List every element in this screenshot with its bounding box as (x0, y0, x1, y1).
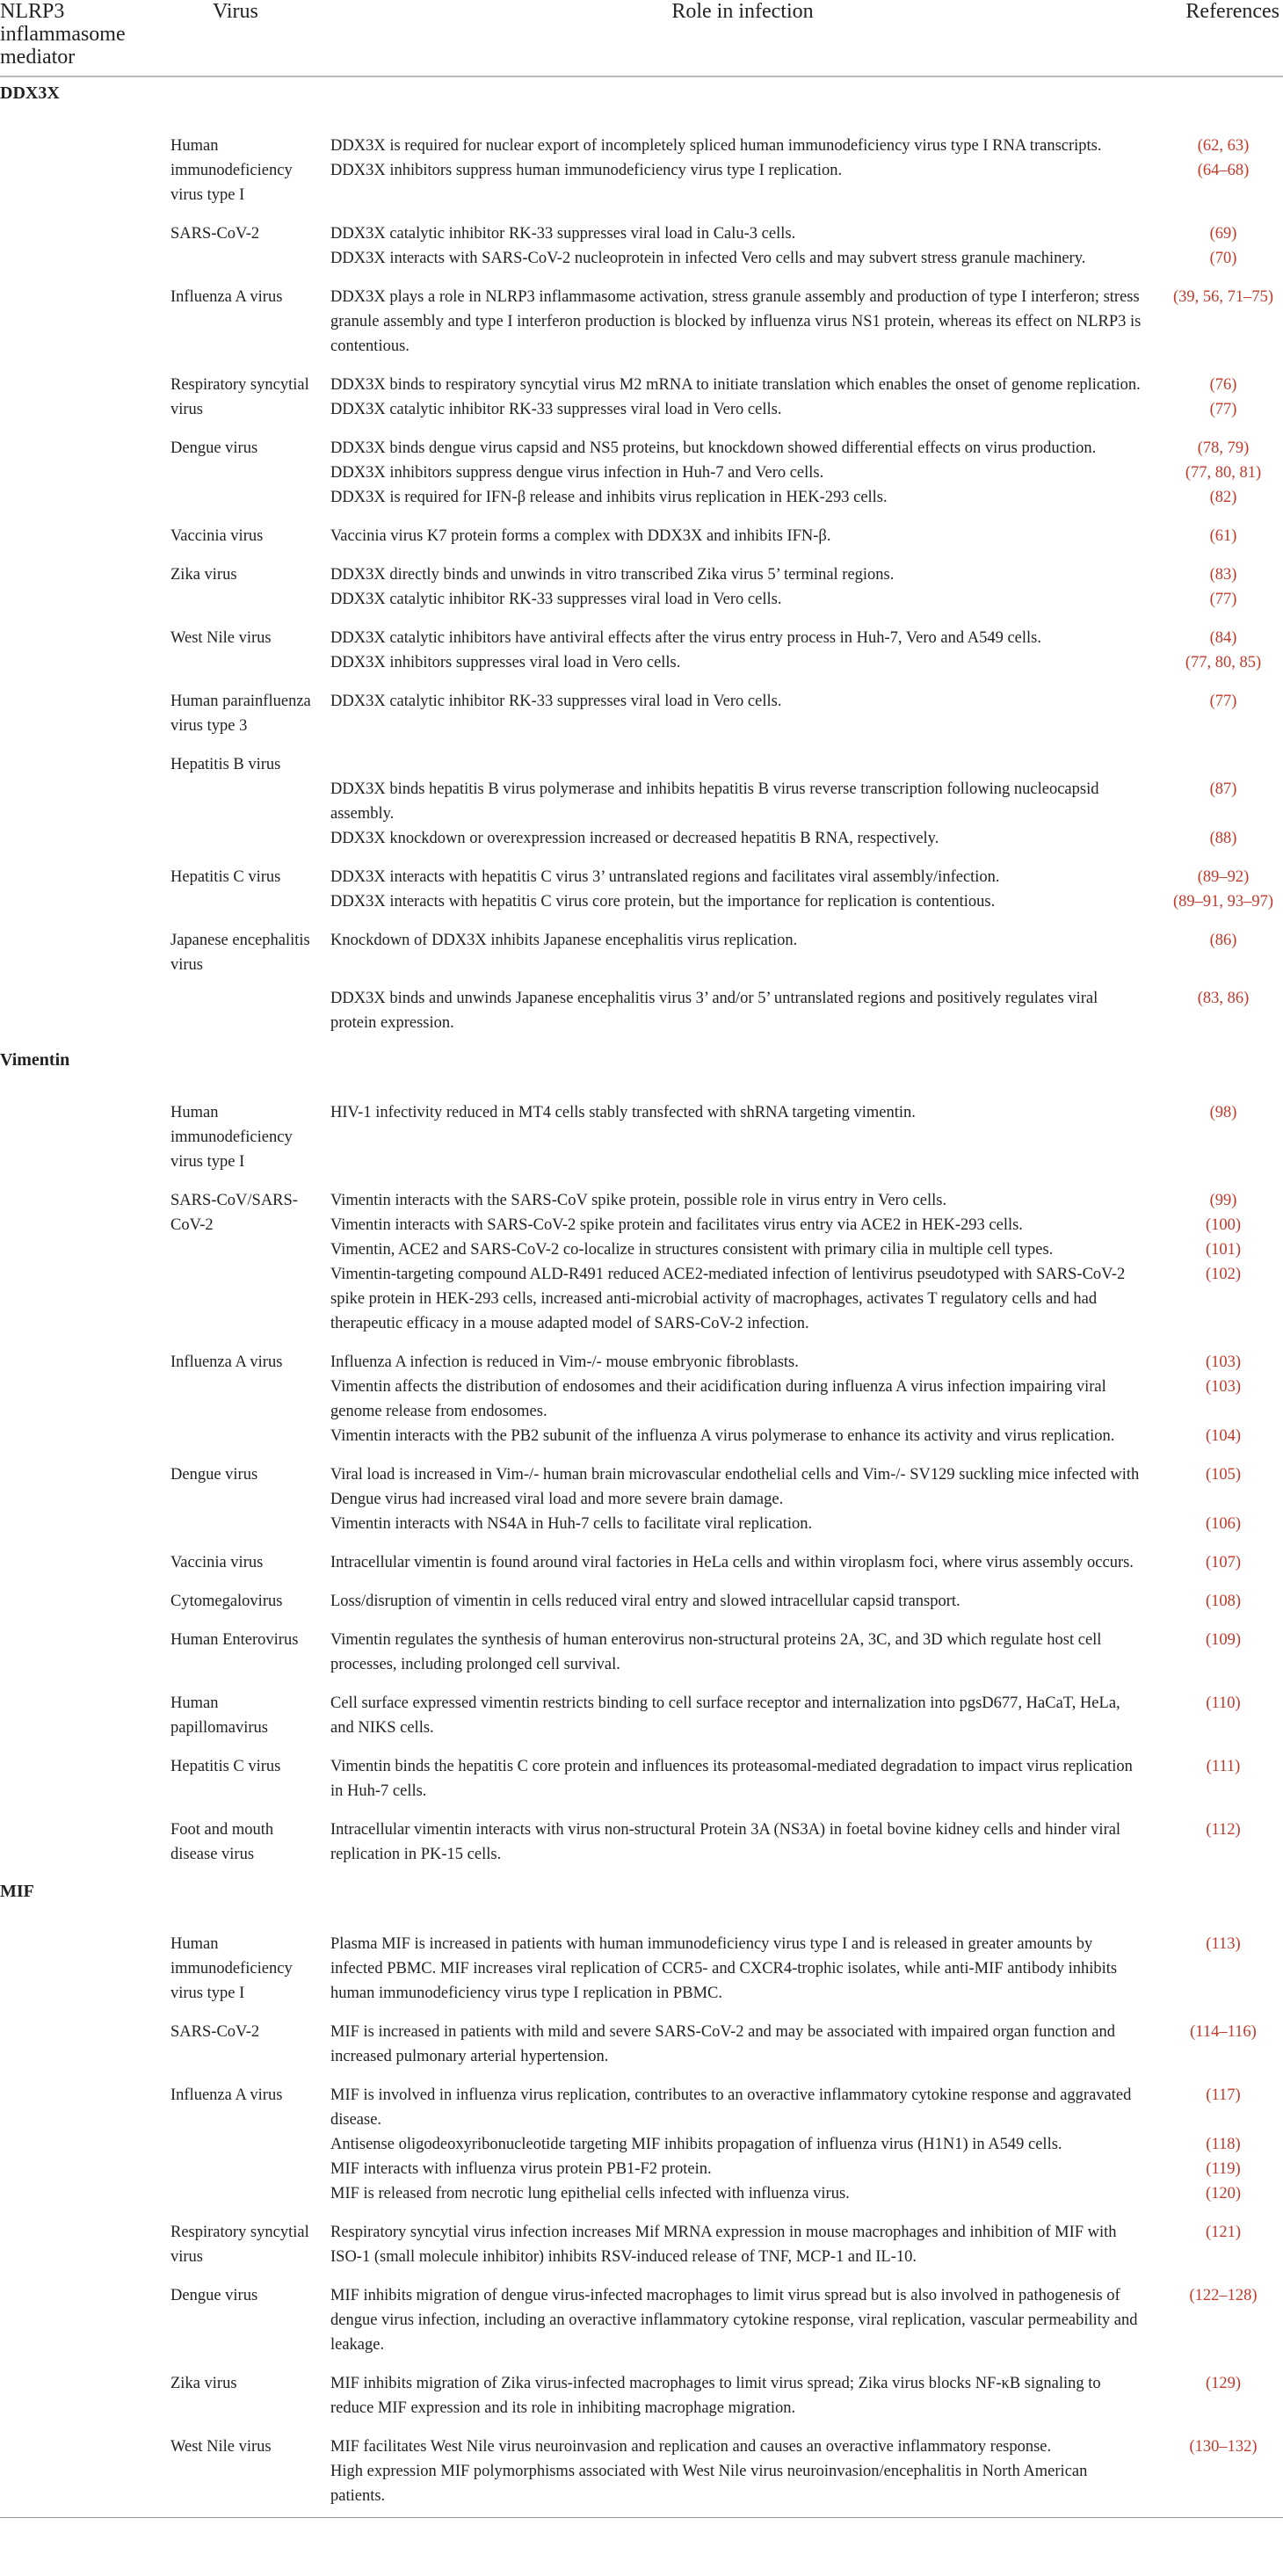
role-text: Intracellular vimentin interacts with virus non-structural Protein 3A (NS3A) in foetal bovine kidney cells and hinder viral replication in PK-15 cells. (330, 1821, 1121, 1863)
mediator-cell (0, 860, 167, 923)
virus-name: Human immunodeficiency virus type I (170, 1935, 293, 2002)
role-text: Vimentin, ACE2 and SARS-CoV-2 co-localize in structures consistent with primary cilia in multiple cell types. (330, 1241, 1054, 1259)
role-text: DDX3X directly binds and unwinds in vitro transcribed Zika virus 5’ terminal regions. (330, 566, 895, 584)
role-cell (325, 1622, 1160, 1686)
virus-name: SARS-CoV/SARS-CoV-2 (170, 1192, 298, 1234)
reference-link[interactable]: (84) (1209, 629, 1237, 647)
virus-name: Human immunodeficiency virus type I (170, 137, 293, 204)
reference-link[interactable]: (87) (1209, 780, 1237, 798)
table-row (0, 860, 1283, 923)
virus-name: Dengue virus (170, 2287, 258, 2304)
section-name: DDX3X (0, 83, 60, 103)
reference-link[interactable]: (62, 63) (1197, 137, 1250, 155)
role-cell (325, 1686, 1160, 1749)
role-text: Vimentin binds the hepatitis C core protein and influences its proteasomal-mediated degradation to impact virus replication in Huh-7 cells. (330, 1758, 1133, 1800)
reference-link[interactable]: (64–68) (1197, 162, 1250, 179)
role-text: Vimentin interacts with the SARS-CoV spike protein, possible role in virus entry in Vero cells. (330, 1192, 947, 1209)
mediator-cell (0, 519, 167, 557)
table-row (0, 216, 1283, 279)
table-row (0, 128, 1283, 216)
virus-name: SARS-CoV-2 (170, 2023, 260, 2041)
virus-name: Human immunodeficiency virus type I (170, 1104, 293, 1171)
reference-link[interactable]: (104) (1205, 1427, 1242, 1445)
role-text: Loss/disruption of vimentin in cells reduced viral entry and slowed intracellular capsid transport. (330, 1593, 960, 1610)
references-cell (1160, 279, 1283, 367)
virus-name: Human parainfluenza virus type 3 (170, 693, 311, 735)
reference-link[interactable]: (122–128) (1189, 2287, 1258, 2304)
role-text: DDX3X binds hepatitis B virus polymerase and inhibits hepatitis B virus reverse transcription following nucleocapsid assembly. (330, 780, 1099, 823)
table-row (0, 1686, 1283, 1749)
role-cell (325, 1812, 1160, 1876)
table-row (0, 2278, 1283, 2366)
role-text: DDX3X catalytic inhibitor RK-33 suppresses viral load in Vero cells. (330, 591, 782, 608)
virus-name: Dengue virus (170, 1466, 258, 1484)
role-cell (325, 2429, 1160, 2518)
references-cell (1160, 1686, 1283, 1749)
mediator-cell (0, 1686, 167, 1749)
mediator-cell (0, 1183, 167, 1345)
mediator-cell (0, 620, 167, 684)
role-text: Vimentin-targeting compound ALD-R491 reduced ACE2-mediated infection of lentivirus pseudotyped with SARS-CoV-2 spike protein in HEK-293 cells, increased anti-microbial activity of macrophages, activates T regulatory cells and had therapeutic efficacy in a mouse adapted model of SARS-CoV-2 infection. (330, 1266, 1126, 1332)
reference-link[interactable]: (77) (1209, 693, 1237, 710)
references-cell (1160, 1345, 1283, 1457)
references-cell (1160, 1183, 1283, 1345)
virus-name: Human papillomavirus (170, 1694, 268, 1737)
virus-name: Influenza A virus (170, 2086, 283, 2104)
mediator-cell (0, 1812, 167, 1876)
references-cell (1160, 431, 1283, 519)
role-text: DDX3X inhibitors suppresses viral load in Vero cells. (330, 654, 681, 671)
table-row (0, 1095, 1283, 1183)
role-text: Vimentin regulates the synthesis of human enterovirus non-structural proteins 2A, 3C, and 3D which regulate host cell processes, including prolonged cell survival. (330, 1631, 1102, 1673)
mediator-cell (0, 684, 167, 747)
virus-name: Influenza A virus (170, 288, 283, 306)
role-cell (325, 1545, 1160, 1584)
reference-link[interactable]: (118) (1206, 2136, 1241, 2153)
role-cell (325, 1183, 1160, 1345)
section-name: MIF (0, 1882, 34, 1901)
role-text: Knockdown of DDX3X inhibits Japanese encephalitis virus replication. (330, 932, 798, 949)
reference-link[interactable]: (39, 56, 71–75) (1172, 288, 1274, 306)
role-text: Vimentin interacts with NS4A in Huh-7 cells to facilitate viral replication. (330, 1515, 813, 1533)
mediator-cell (0, 367, 167, 431)
role-text: Influenza A infection is reduced in Vim-/- mouse embryonic fibroblasts. (330, 1353, 799, 1371)
table-row (0, 1457, 1283, 1545)
virus-name: Zika virus (170, 566, 237, 584)
role-text: DDX3X catalytic inhibitors have antiviral effects after the virus entry process in Huh-7, Vero and A549 cells. (330, 629, 1041, 647)
reference-link[interactable]: (113) (1206, 1935, 1241, 1953)
role-cell (325, 2014, 1160, 2078)
virus-name: Influenza A virus (170, 1353, 283, 1371)
reference-link[interactable]: (86) (1209, 932, 1237, 949)
virus-name: West Nile virus (170, 629, 272, 647)
mediator-cell (0, 1584, 167, 1622)
header-mediator: NLRP3 inflammasome mediator (0, 0, 167, 76)
table-row (0, 684, 1283, 747)
role-cell (325, 367, 1160, 431)
role-text: DDX3X binds and unwinds Japanese encephalitis virus 3’ and/or 5’ untranslated regions and positively regulates viral protein expression. (330, 990, 1098, 1032)
reference-link[interactable]: (70) (1209, 250, 1237, 267)
role-text: MIF inhibits migration of Zika virus-infected macrophages to limit virus spread; Zika virus blocks NF-κB signaling to reduce MIF expression and its role in inhibiting macrophage migration. (330, 2375, 1101, 2417)
virus-name: Vaccinia virus (170, 527, 264, 545)
role-text: Vimentin affects the distribution of endosomes and their acidification during influenza A virus infection impairing viral genome release from endosomes. (330, 1378, 1106, 1420)
role-text: DDX3X plays a role in NLRP3 inflammasome activation, stress granule assembly and production of type I interferon; stress granule assembly and type I interferon production is blocked by influenza virus NS1 protein, whereas its effect on NLRP3 is contentious. (330, 288, 1142, 355)
role-cell (325, 216, 1160, 279)
references-cell (1160, 1749, 1283, 1812)
role-cell (325, 2215, 1160, 2278)
role-cell (325, 620, 1160, 684)
virus-name: Dengue virus (170, 439, 258, 457)
role-text: Plasma MIF is increased in patients with human immunodeficiency virus type I and is released in greater amounts by infected PBMC. MIF increases viral replication of CCR5- and CXCR4-trophic isolates, while anti-MIF antibody inhibits human immunodeficiency virus type I replication in PBMC. (330, 1935, 1118, 2002)
reference-link[interactable]: (109) (1205, 1631, 1242, 1649)
references-cell (1160, 1584, 1283, 1622)
reference-link[interactable]: (77) (1209, 401, 1237, 418)
table-row (0, 747, 1283, 860)
role-cell (325, 860, 1160, 923)
reference-link[interactable]: (102) (1205, 1266, 1242, 1283)
table-row (0, 431, 1283, 519)
reference-link[interactable]: (103) (1205, 1378, 1242, 1396)
role-text: DDX3X inhibitors suppress dengue virus infection in Huh-7 and Vero cells. (330, 464, 824, 482)
reference-link[interactable]: (105) (1205, 1466, 1242, 1484)
role-cell (325, 1457, 1160, 1545)
role-text: MIF is released from necrotic lung epithelial cells infected with influenza virus. (330, 2185, 850, 2202)
table-row (0, 2215, 1283, 2278)
virus-name: Foot and mouth disease virus (170, 1821, 274, 1863)
reference-link[interactable]: (108) (1205, 1593, 1242, 1610)
role-text: Antisense oligodeoxyribonucleotide targeting MIF inhibits propagation of influenza virus (H1N1) in A549 cells. (330, 2136, 1062, 2153)
reference-link[interactable]: (69) (1209, 225, 1237, 243)
virus-name: SARS-CoV-2 (170, 225, 260, 243)
mediator-cell (0, 431, 167, 519)
role-text: DDX3X interacts with hepatitis C virus core protein, but the importance for replication is contentious. (330, 893, 996, 911)
table-row (0, 1345, 1283, 1457)
references-cell (1160, 1457, 1283, 1545)
role-text: MIF inhibits migration of dengue virus-infected macrophages to limit virus spread but is also involved in pathogenesis of dengue virus infection, including an overactive inflammatory cytokine response, viral replication, vascular permeability and leakage. (330, 2287, 1138, 2354)
role-text: DDX3X interacts with SARS-CoV-2 nucleoprotein in infected Vero cells and may subvert stress granule machinery. (330, 250, 1086, 267)
role-text: Vaccinia virus K7 protein forms a complex with DDX3X and inhibits IFN-β. (330, 527, 831, 545)
role-text: Cell surface expressed vimentin restricts binding to cell surface receptor and internalization into pgsD677, HaCaT, HeLa, and NIKS cells. (330, 1694, 1120, 1737)
reference-link[interactable]: (77, 80, 81) (1185, 464, 1262, 482)
table-row (0, 1545, 1283, 1584)
table-row (0, 1584, 1283, 1622)
reference-link[interactable]: (110) (1206, 1694, 1241, 1712)
references-cell (1160, 2078, 1283, 2215)
section-row (0, 1876, 1283, 1927)
role-text: Viral load is increased in Vim-/- human brain microvascular endothelial cells and Vim-/- SV129 suckling mice infected with Dengue virus had increased viral load and more severe brain damage. (330, 1466, 1140, 1508)
header-references: References (1160, 0, 1283, 76)
header-virus: Virus (167, 0, 325, 76)
references-cell (1160, 519, 1283, 557)
table-row (0, 1622, 1283, 1686)
reference-link[interactable]: (89–91, 93–97) (1172, 893, 1274, 911)
table-row (0, 279, 1283, 367)
references-cell (1160, 367, 1283, 431)
reference-link[interactable]: (83, 86) (1197, 990, 1250, 1007)
role-cell (325, 557, 1160, 620)
role-cell (325, 431, 1160, 519)
header-role: Role in infection (325, 0, 1160, 76)
reference-link[interactable]: (78, 79) (1197, 439, 1250, 457)
role-text: Respiratory syncytial virus infection increases Mif MRNA expression in mouse macrophages and inhibition of MIF with ISO-1 (small molecule inhibitor) inhibits RSV-induced release of TNF, MCP-1 and IL-10. (330, 2224, 1117, 2266)
reference-link[interactable]: (98) (1209, 1104, 1237, 1121)
references-cell (1160, 1812, 1283, 1876)
role-text: DDX3X is required for IFN-β release and inhibits virus replication in HEK-293 cells. (330, 489, 888, 506)
role-text: DDX3X is required for nuclear export of incompletely spliced human immunodeficiency virus type I RNA transcripts. (330, 137, 1102, 155)
role-cell (325, 2278, 1160, 2366)
table-body (0, 76, 1283, 2518)
mediator-cell (0, 2215, 167, 2278)
table-row (0, 1183, 1283, 1345)
reference-link[interactable]: (82) (1209, 489, 1237, 506)
reference-link[interactable]: (121) (1205, 2224, 1242, 2241)
virus-name: Respiratory syncytial virus (170, 2224, 309, 2266)
reference-link[interactable]: (100) (1205, 1216, 1242, 1234)
reference-link[interactable]: (119) (1206, 2160, 1241, 2178)
references-cell (1160, 1095, 1283, 1183)
mediator-cell (0, 1457, 167, 1545)
references-cell (1160, 923, 1283, 1044)
role-text: DDX3X knockdown or overexpression increased or decreased hepatitis B RNA, respectively. (330, 830, 939, 847)
virus-name: Cytomegalovirus (170, 1593, 283, 1610)
mediator-cell (0, 2078, 167, 2215)
table-row (0, 1749, 1283, 1812)
virus-name: Zika virus (170, 2375, 237, 2392)
role-cell (325, 1345, 1160, 1457)
role-text: DDX3X catalytic inhibitor RK-33 suppresses viral load in Vero cells. (330, 693, 782, 710)
table-row (0, 2078, 1283, 2215)
reference-link[interactable]: (76) (1209, 376, 1237, 394)
entry-gap (330, 953, 1142, 986)
role-text: MIF is increased in patients with mild and severe SARS-CoV-2 and may be associated with impaired organ function and increased pulmonary arterial hypertension. (330, 2023, 1115, 2065)
role-cell (325, 2078, 1160, 2215)
mediator-cell (0, 1927, 167, 2014)
role-text: DDX3X catalytic inhibitor RK-33 suppresses viral load in Calu-3 cells. (330, 225, 796, 243)
reference-link[interactable]: (83) (1209, 566, 1237, 584)
role-cell (325, 1749, 1160, 1812)
table-row (0, 557, 1283, 620)
role-cell (325, 279, 1160, 367)
mediator-cell (0, 2014, 167, 2078)
table-row (0, 923, 1283, 1044)
references-cell (1160, 128, 1283, 216)
role-cell (325, 2366, 1160, 2429)
mediator-cell (0, 2366, 167, 2429)
virus-name: Respiratory syncytial virus (170, 376, 309, 418)
table-row (0, 1927, 1283, 2014)
row-gap (1167, 752, 1279, 777)
reference-link[interactable]: (101) (1205, 1241, 1242, 1259)
virus-name: West Nile virus (167, 2429, 325, 2518)
references-cell (1160, 860, 1283, 923)
role-text: High expression MIF polymorphisms associated with West Nile virus neuroinvasion/encephalitis in North American patients. (330, 2463, 1088, 2505)
table-row (0, 620, 1283, 684)
row-gap (330, 752, 1142, 777)
virus-name: Vaccinia virus (170, 1554, 264, 1571)
reference-link[interactable]: (120) (1205, 2185, 1242, 2202)
role-cell (325, 1584, 1160, 1622)
mediator-cell (0, 279, 167, 367)
table-row (0, 1812, 1283, 1876)
references-cell (1160, 2366, 1283, 2429)
reference-link[interactable]: (89–92) (1197, 868, 1250, 886)
role-text: MIF is involved in influenza virus replication, contributes to an overactive inflammatory cytokine response and aggravated disease. (330, 2086, 1132, 2129)
mediator-cell (0, 216, 167, 279)
mediator-cell (0, 1095, 167, 1183)
reference-link[interactable]: (107) (1205, 1554, 1242, 1571)
references-cell (1160, 1545, 1283, 1584)
reference-link[interactable]: (106) (1205, 1515, 1242, 1533)
reference-link[interactable]: (117) (1206, 2086, 1241, 2104)
mediator-cell (0, 128, 167, 216)
role-text: MIF interacts with influenza virus protein PB1-F2 protein. (330, 2160, 712, 2178)
role-cell (325, 1927, 1160, 2014)
references-cell (1160, 2215, 1283, 2278)
reference-link[interactable]: (112) (1206, 1821, 1241, 1839)
role-text: HIV-1 infectivity reduced in MT4 cells stably transfected with shRNA targeting vimentin. (330, 1104, 916, 1121)
reference-link[interactable]: (88) (1209, 830, 1237, 847)
section-name: Vimentin (0, 1050, 70, 1070)
role-text: MIF facilitates West Nile virus neuroinvasion and replication and causes an overactive inflammatory response. (330, 2438, 1052, 2456)
references-cell (1160, 684, 1283, 747)
references-cell (1160, 1927, 1283, 2014)
virus-name: Hepatitis C virus (170, 868, 281, 886)
role-cell (325, 923, 1160, 1044)
references-cell (1160, 2014, 1283, 2078)
mediator-cell (0, 1345, 167, 1457)
references-cell (1160, 620, 1283, 684)
role-cell (325, 519, 1160, 557)
references-cell (1160, 2429, 1283, 2518)
reference-link[interactable]: (99) (1209, 1192, 1237, 1209)
role-text: DDX3X catalytic inhibitor RK-33 suppresses viral load in Vero cells. (330, 401, 782, 418)
role-text: DDX3X interacts with hepatitis C virus 3’ untranslated regions and facilitates viral assembly/infection. (330, 868, 1000, 886)
mediator-cell (0, 1545, 167, 1584)
table-row (0, 519, 1283, 557)
table-row (0, 2429, 1283, 2518)
table-header-row (0, 0, 1283, 76)
table-row (0, 2366, 1283, 2429)
mediator-cell (0, 2429, 167, 2518)
table-row (0, 2014, 1283, 2078)
references-cell (1160, 216, 1283, 279)
role-cell (325, 747, 1160, 860)
reference-link[interactable] (1167, 2459, 1279, 2508)
role-cell (325, 684, 1160, 747)
section-row (0, 76, 1283, 128)
reference-link[interactable]: (130–132) (1189, 2438, 1258, 2456)
reference-link[interactable]: (103) (1205, 1353, 1242, 1371)
reference-link[interactable]: (77, 80, 85) (1185, 654, 1262, 671)
reference-link[interactable]: (114–116) (1190, 2023, 1257, 2041)
reference-link[interactable]: (111) (1206, 1758, 1241, 1775)
role-text: DDX3X binds to respiratory syncytial virus M2 mRNA to initiate translation which enables the onset of genome replication. (330, 376, 1141, 394)
mediator-cell (0, 1749, 167, 1812)
reference-link[interactable]: (61) (1209, 527, 1237, 545)
references-cell (1160, 747, 1283, 860)
role-text: Vimentin interacts with the PB2 subunit of the influenza A virus polymerase to enhance its activity and virus replication. (330, 1427, 1115, 1445)
reference-link[interactable]: (129) (1205, 2375, 1242, 2392)
references-cell (1160, 557, 1283, 620)
role-cell (325, 128, 1160, 216)
reference-link[interactable]: (77) (1209, 591, 1237, 608)
section-row (0, 1044, 1283, 1095)
role-text: Intracellular vimentin is found around viral factories in HeLa cells and within viroplasm foci, where virus assembly occurs. (330, 1554, 1134, 1571)
table-row (0, 367, 1283, 431)
references-cell (1160, 1622, 1283, 1686)
mediator-cell (0, 1622, 167, 1686)
references-cell (1160, 2278, 1283, 2366)
mediator-cell (0, 557, 167, 620)
mediator-cell (0, 2278, 167, 2366)
virus-name: Japanese encephalitis virus (170, 932, 310, 974)
mediator-cell (0, 923, 167, 1044)
role-text: DDX3X binds dengue virus capsid and NS5 proteins, but knockdown showed differential effects on virus production. (330, 439, 1097, 457)
virus-name: Hepatitis B virus (170, 756, 281, 773)
virus-name: Human Enterovirus (170, 1631, 299, 1649)
role-text: DDX3X inhibitors suppress human immunodeficiency virus type I replication. (330, 162, 843, 179)
mediator-cell (0, 747, 167, 860)
entry-gap (1167, 953, 1279, 986)
role-cell (325, 1095, 1160, 1183)
role-text: Vimentin interacts with SARS-CoV-2 spike protein and facilitates virus entry via ACE2 in HEK-293 cells. (330, 1216, 1023, 1234)
virus-name: Hepatitis C virus (170, 1758, 281, 1775)
